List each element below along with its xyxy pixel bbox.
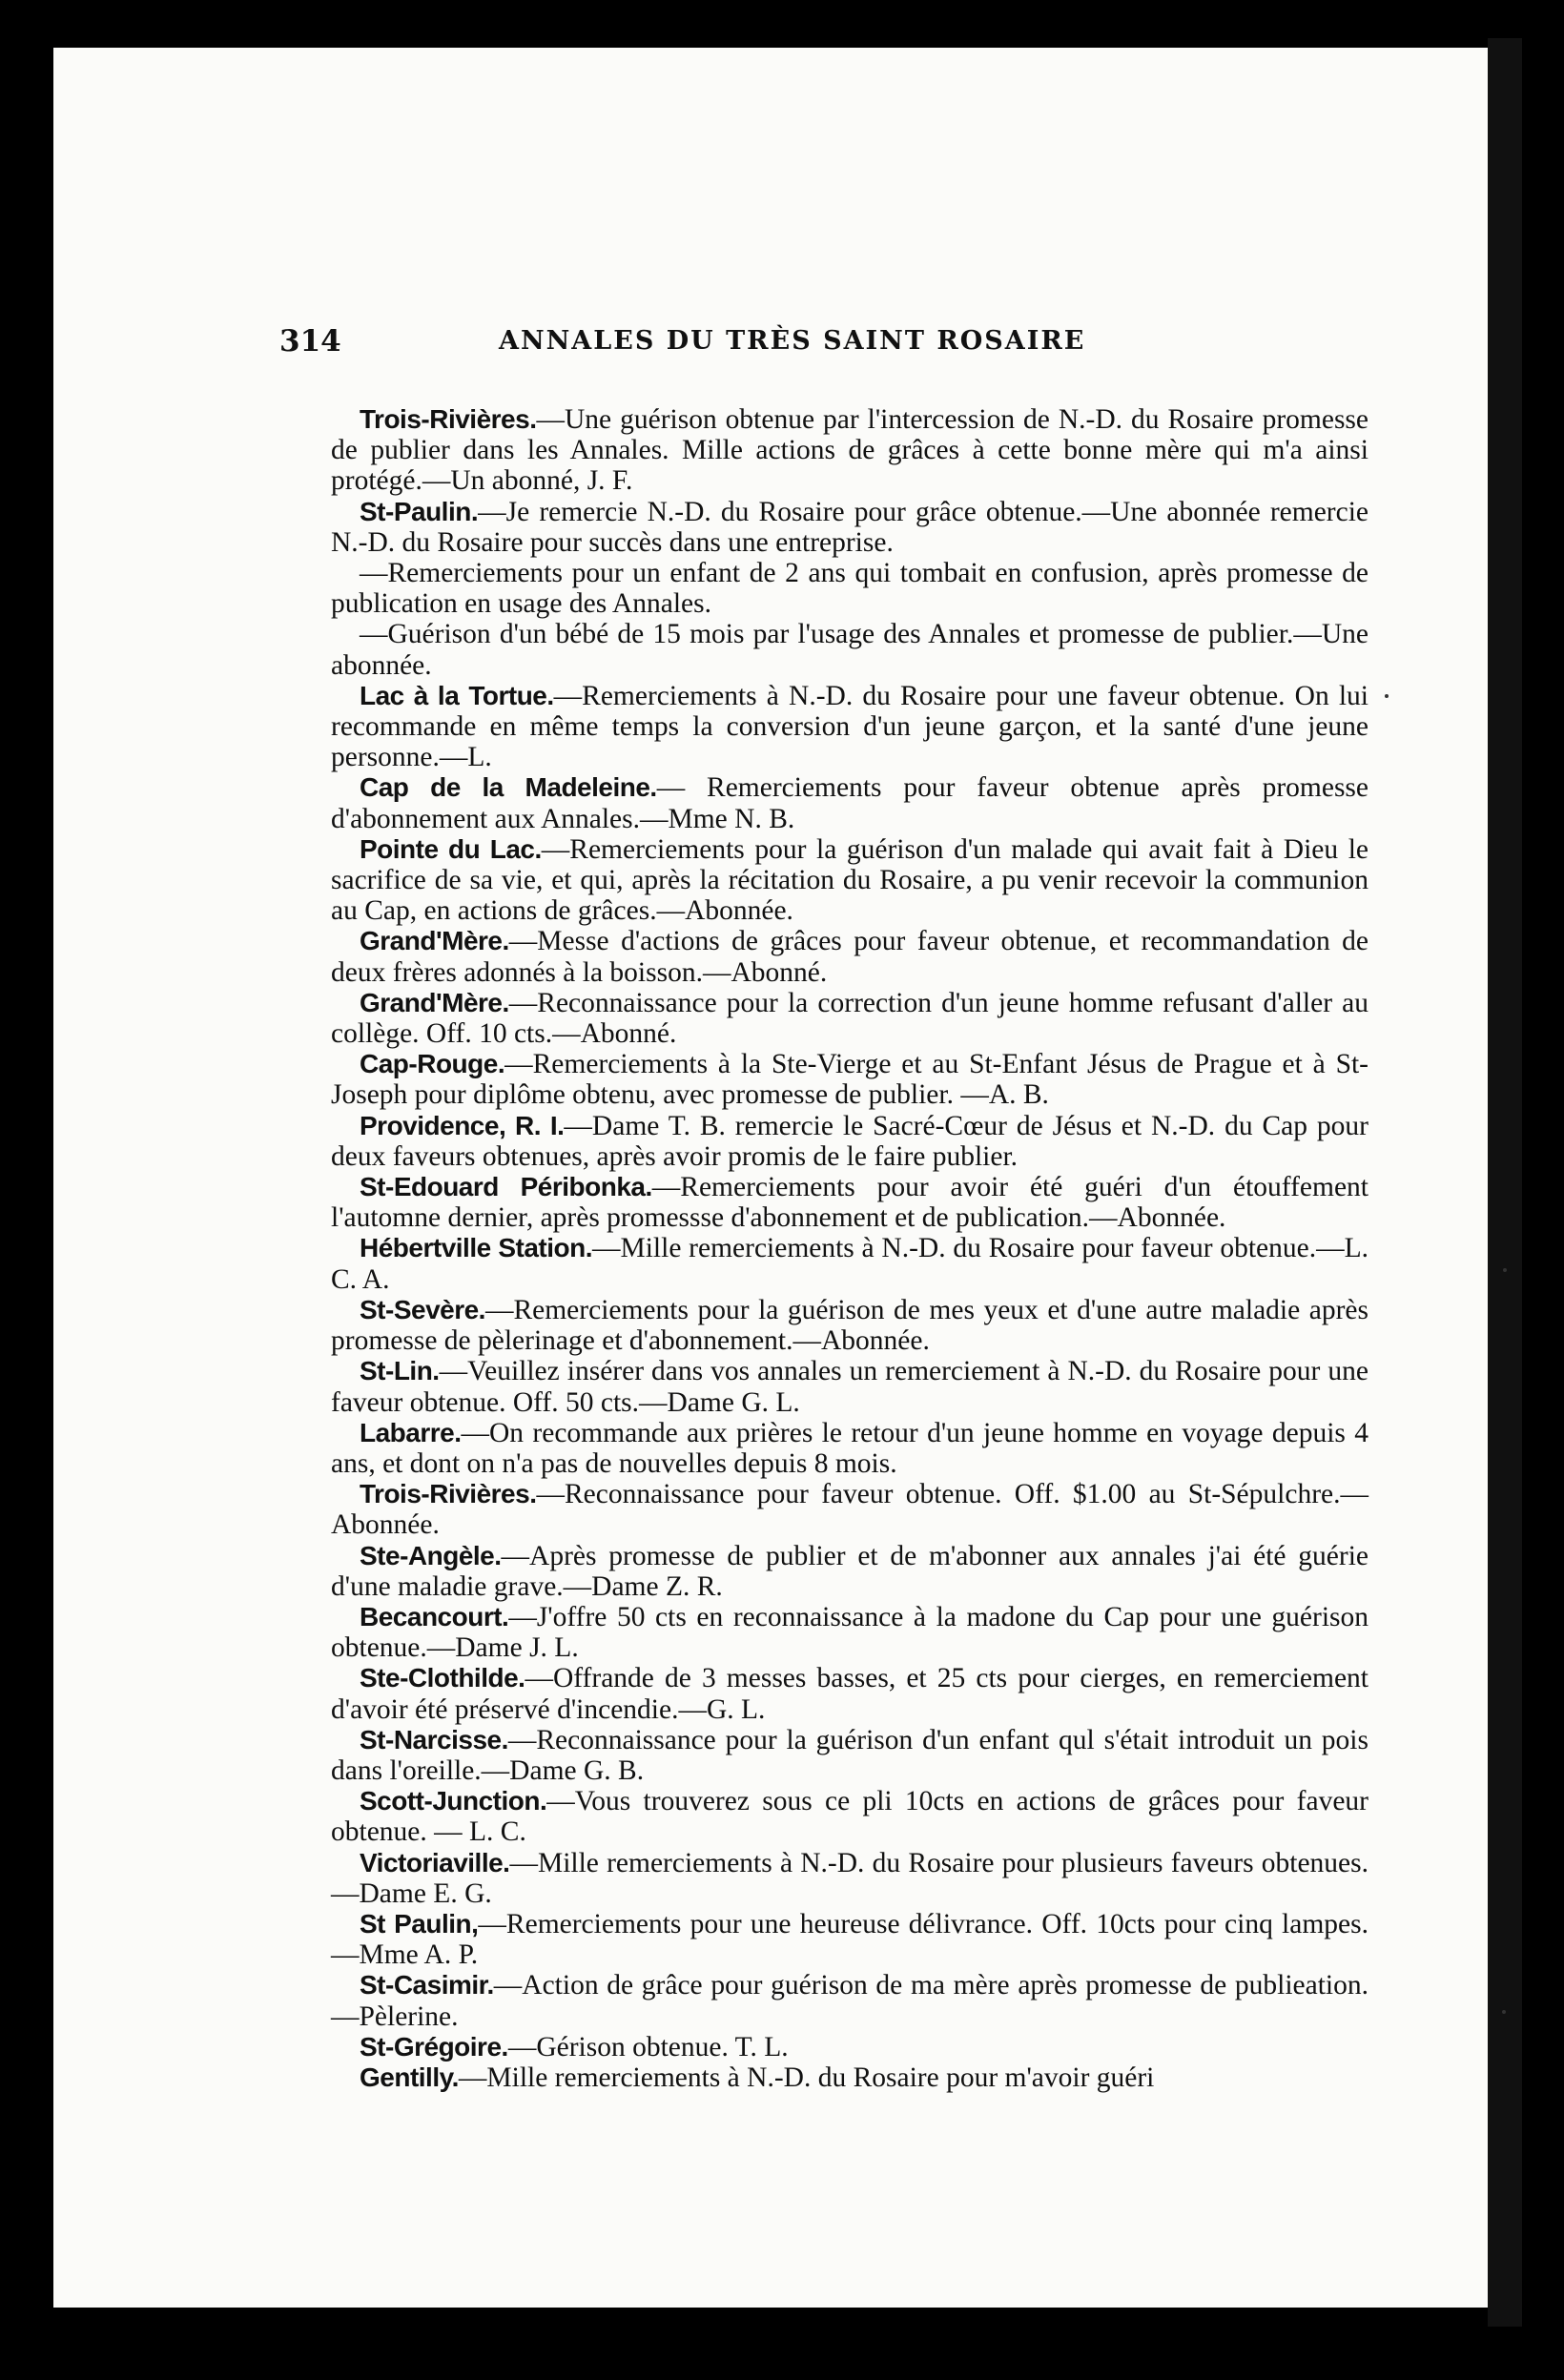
- entry-text: —Veuillez insérer dans vos annales un remerciement à N.-D. du Rosaire pour une faveur obtenue. Off. 50 cts.—Dame G. L.: [331, 1356, 1368, 1418]
- entry-place: St-Casimir.: [360, 1970, 494, 2000]
- entry-paragraph: [331, 1479, 1368, 1540]
- entry-text: —Dame T. B. remercie le Sacré-Cœur de Jésus et N.-D. du Cap pour deux faveurs obtenues, après avoir promis de le faire publier.: [331, 1110, 1368, 1172]
- entry-text: —Offrande de 3 messes basses, et 25 cts pour cierges, en remerciement d'avoir été préservé d'incendie.—G. L.: [331, 1663, 1368, 1725]
- entry-paragraph: [331, 2062, 1368, 2093]
- entry-paragraph: [331, 1541, 1368, 1602]
- page-header: [279, 324, 1168, 362]
- thanksgiving-list: [331, 404, 1368, 2093]
- entry-text: —Je remercie N.-D. du Rosaire pour grâce obtenue.—Une abonnée remercie N.-D. du Rosaire pour succès dans une entreprise.: [331, 496, 1368, 558]
- entry-paragraph: [331, 2032, 1368, 2062]
- page-number: 314: [279, 324, 341, 359]
- entry-paragraph: [331, 1418, 1368, 1479]
- entry-paragraph: [331, 558, 1368, 619]
- entry-text: —Reconnaissance pour la guérison d'un enfant qul s'était introduit un pois dans l'oreille.—Dame G. B.: [331, 1724, 1368, 1786]
- entry-text: —Action de grâce pour guérison de ma mère après promesse de publieation.—Pèlerine.: [331, 1970, 1368, 2032]
- entry-text: —Messe d'actions de grâces pour faveur obtenue, et recommandation de deux frères adonnés à la boisson.—Abonné.: [331, 926, 1368, 988]
- entry-paragraph: [331, 1909, 1368, 1970]
- entry-text: —Gérison obtenue. T. L.: [507, 2031, 789, 2062]
- entry-text: —Remerciements à N.-D. du Rosaire pour une faveur obtenue. On lui recommande en même temps la conversion d'un jeune garçon, et la santé d'une jeune personne.—L.: [331, 680, 1368, 773]
- entry-paragraph: [331, 1356, 1368, 1417]
- entry-place: St-Grégoire.: [360, 2031, 508, 2062]
- entry-place: Gentilly.: [360, 2062, 459, 2092]
- entry-text: —Remerciements pour la guérison d'un malade qui avait fait à Dieu le sacrifice de sa vie, et qui, après la récitation du Rosaire, a pu venir recevoir la communion au Cap, en actions de grâces.—Abonnée.: [331, 833, 1368, 927]
- entry-paragraph: [331, 1049, 1368, 1110]
- entry-place: Cap de la Madeleine.: [360, 772, 657, 803]
- scan-speck: [1502, 2010, 1506, 2014]
- entry-text: —Guérison d'un bébé de 15 mois par l'usage des Annales et promesse de publier.—Une abonnée.: [331, 619, 1368, 681]
- entry-place: Scott-Junction.: [360, 1786, 547, 1816]
- scan-speck: [1385, 694, 1389, 698]
- entry-place: Trois-Rivières.: [360, 1479, 537, 1509]
- entry-text: —Reconnaissance pour faveur obtenue. Off. $1.00 au St-Sépulchre.—Abonnée.: [331, 1479, 1368, 1541]
- entry-place: Ste-Clothilde.: [360, 1663, 525, 1693]
- entry-place: Trois-Rivières.: [360, 404, 537, 434]
- entry-text: —Une guérison obtenue par l'intercession de N.-D. du Rosaire promesse de publier dans les Annales. Mille actions de grâces à cette bonne mère qui m'a ainsi protégé.—Un abonné, J. F.: [331, 404, 1368, 497]
- entry-text: —Remerciements à la Ste-Vierge et au St-Enfant Jésus de Prague et à St-Joseph pour diplôme obtenu, avec promesse de publier. —A. B.: [331, 1049, 1368, 1111]
- entry-text: — Remerciements pour faveur obtenue après promesse d'abonnement aux Annales.—Mme N. B.: [331, 772, 1368, 834]
- entry-paragraph: [331, 1970, 1368, 2031]
- entry-paragraph: [331, 1663, 1368, 1724]
- entry-paragraph: [331, 1233, 1368, 1294]
- entry-place: St-Sevère.: [360, 1294, 485, 1324]
- entry-text: —Remerciements pour la guérison de mes yeux et d'une autre maladie après promesse de pèlerinage et d'abonnement.—Abonnée.: [331, 1294, 1368, 1357]
- entry-text: —Remerciements pour un enfant de 2 ans qui tombait en confusion, après promesse de publication en usage des Annales.: [331, 558, 1368, 620]
- entry-text: —Remerciements pour avoir été guéri d'un étouffement l'automne dernier, après promessse d'abonnement et de publication.—Abonnée.: [331, 1172, 1368, 1234]
- entry-paragraph: [331, 1295, 1368, 1356]
- scan-speck: [1503, 1268, 1507, 1272]
- entry-paragraph: [331, 1725, 1368, 1786]
- entry-place: Providence, R. I.: [360, 1110, 565, 1140]
- entry-place: Victoriaville.: [360, 1847, 510, 1877]
- running-title: ANNALES DU TRÈS SAINT ROSAIRE: [499, 326, 1086, 356]
- entry-paragraph: [331, 681, 1368, 773]
- entry-text: —Mille remerciements à N.-D. du Rosaire pour faveur obtenue.—L. C. A.: [331, 1233, 1368, 1295]
- entry-place: Pointe du Lac.: [360, 833, 542, 864]
- entry-text: —On recommande aux prières le retour d'un jeune homme en voyage depuis 4 ans, et dont on n'a pas de nouvelles depuis 8 mois.: [331, 1417, 1368, 1479]
- entry-text: —J'offre 50 cts en reconnaissance à la madone du Cap pour une guérison obtenue.—Dame J. L.: [331, 1601, 1368, 1664]
- entry-text: —Remerciements pour une heureuse délivrance. Off. 10cts pour cinq lampes.—Mme A. P.: [331, 1908, 1368, 1971]
- entry-paragraph: [331, 1111, 1368, 1172]
- page-edge-shadow: [1488, 38, 1522, 2327]
- entry-paragraph: [331, 988, 1368, 1049]
- entry-paragraph: [331, 404, 1368, 497]
- entry-place: Lac à la Tortue.: [360, 680, 554, 710]
- entry-place: St Paulin,: [360, 1908, 479, 1939]
- entry-place: St-Lin.: [360, 1356, 440, 1386]
- entry-text: —Vous trouverez sous ce pli 10cts en actions de grâces pour faveur obtenue. — L. C.: [331, 1786, 1368, 1848]
- entry-paragraph: [331, 1786, 1368, 1847]
- entry-text: —Reconnaissance pour la correction d'un jeune homme refusant d'aller au collège. Off. 10 cts.—Abonné.: [331, 987, 1368, 1050]
- entry-paragraph: [331, 1172, 1368, 1233]
- entry-paragraph: [331, 772, 1368, 833]
- entry-place: Cap-Rouge.: [360, 1049, 505, 1079]
- entry-place: Grand'Mère.: [360, 926, 509, 956]
- entry-place: St-Edouard Péribonka.: [360, 1172, 652, 1202]
- entry-text: —Après promesse de publier et de m'abonner aux annales j'ai été guérie d'une maladie grave.—Dame Z. R.: [331, 1540, 1368, 1602]
- entry-place: Labarre.: [360, 1417, 462, 1447]
- entry-place: Ste-Angèle.: [360, 1540, 502, 1570]
- entry-paragraph: [331, 619, 1368, 680]
- entry-place: St-Paulin.: [360, 496, 479, 526]
- entry-text: —Mille remerciements à N.-D. du Rosaire pour m'avoir guéri: [458, 2062, 1155, 2093]
- entry-paragraph: [331, 497, 1368, 558]
- entry-paragraph: [331, 834, 1368, 927]
- entry-paragraph: [331, 1848, 1368, 1909]
- entry-text: —Mille remerciements à N.-D. du Rosaire pour plusieurs faveurs obtenues.—Dame E. G.: [331, 1847, 1368, 1909]
- entry-paragraph: [331, 926, 1368, 987]
- entry-place: Grand'Mère.: [360, 987, 509, 1017]
- entry-place: Becancourt.: [360, 1601, 509, 1631]
- entry-place: St-Narcisse.: [360, 1724, 508, 1754]
- entry-place: Hébertville Station.: [360, 1233, 592, 1263]
- entry-paragraph: [331, 1602, 1368, 1663]
